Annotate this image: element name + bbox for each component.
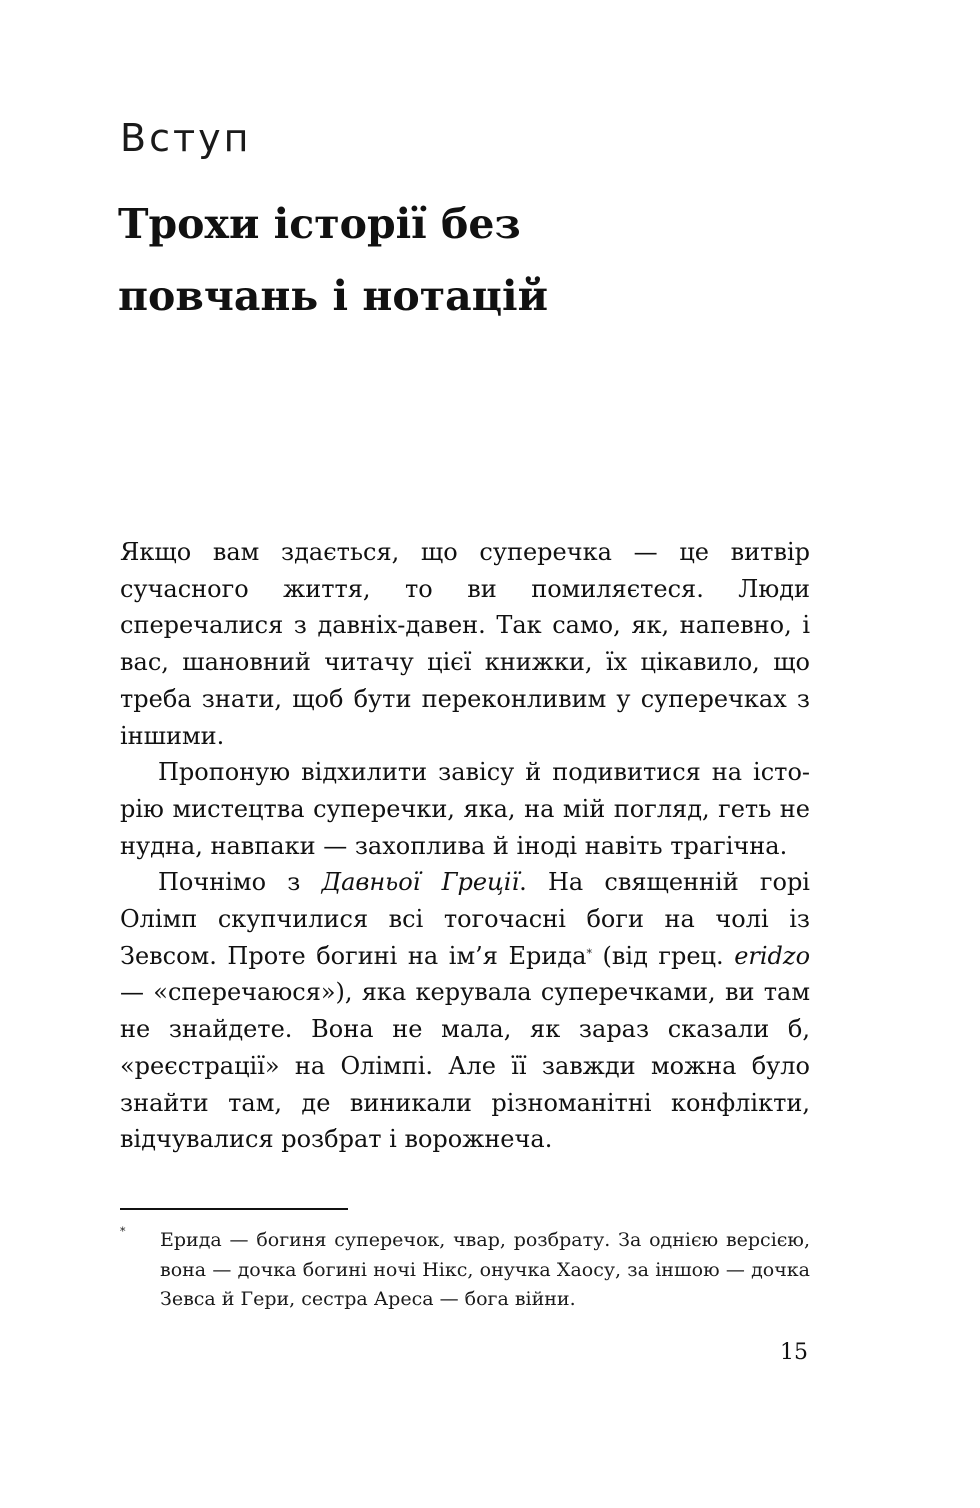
body-text [120, 534, 810, 1158]
paragraph-1: Якщо вам здається, що суперечка — це витвір сучасного життя, то ви помиляєтеся. Люди сперечалися з давніх-давен. Так само, як, напевно, і вас, шановний читачу цієї книжки, їх цікавило, що треба знати, щоб бути переконливим у суперечках з іншими. [120, 538, 810, 750]
chapter-title-line-2: повчань і нотацій [118, 272, 548, 320]
footnote-text: Ерида — богиня суперечок, чвар, розбрату. За однією версією, вона — дочка богині ночі Нікс, онучка Хаосу, за іншою — дочка Зевса й Гери, сестра Ареса — бога війни. [160, 1229, 810, 1310]
page-number: 15 [780, 1340, 808, 1365]
footnote-mark: * [120, 1225, 126, 1238]
paragraph-3-part-1: Почнімо з [158, 868, 322, 897]
chapter-title [118, 188, 818, 332]
paragraph-3-part-2: . На священній горі Олімп скупчилися всі тогочасні боги на чолі із Зевсом. Проте богині на ім’я Ерида [120, 868, 810, 970]
footnote-divider [120, 1208, 348, 1210]
paragraph-3 [120, 864, 810, 1158]
italic-term-eridzo: eridzo [734, 941, 811, 970]
paragraph-3-part-3: (від грец. [591, 941, 735, 970]
chapter-label: Вступ [120, 116, 252, 160]
footnote [120, 1226, 810, 1315]
italic-term-ancient-greece: Давньої Греції [321, 868, 520, 897]
chapter-title-line-1: Трохи історії без [118, 200, 521, 248]
paragraph-3-part-4: — «сперечаюся»), яка керувала суперечками, ви там не знайдете. Вона не мала, як зараз сказали б, «реєстрації» на Олімпі. Але її завжди можна було знайти там, де виникали різноманітні конфлікти, відчувалися розбрат і ворожнеча. [120, 978, 810, 1154]
footnote-reference[interactable]: * [586, 946, 592, 960]
paragraph-2: Пропоную відхилити завісу й подивитися на історію мистецтва суперечки, яка, на мій погляд, геть не нудна, навпаки — захоплива й іноді навіть трагічна. [120, 758, 810, 860]
